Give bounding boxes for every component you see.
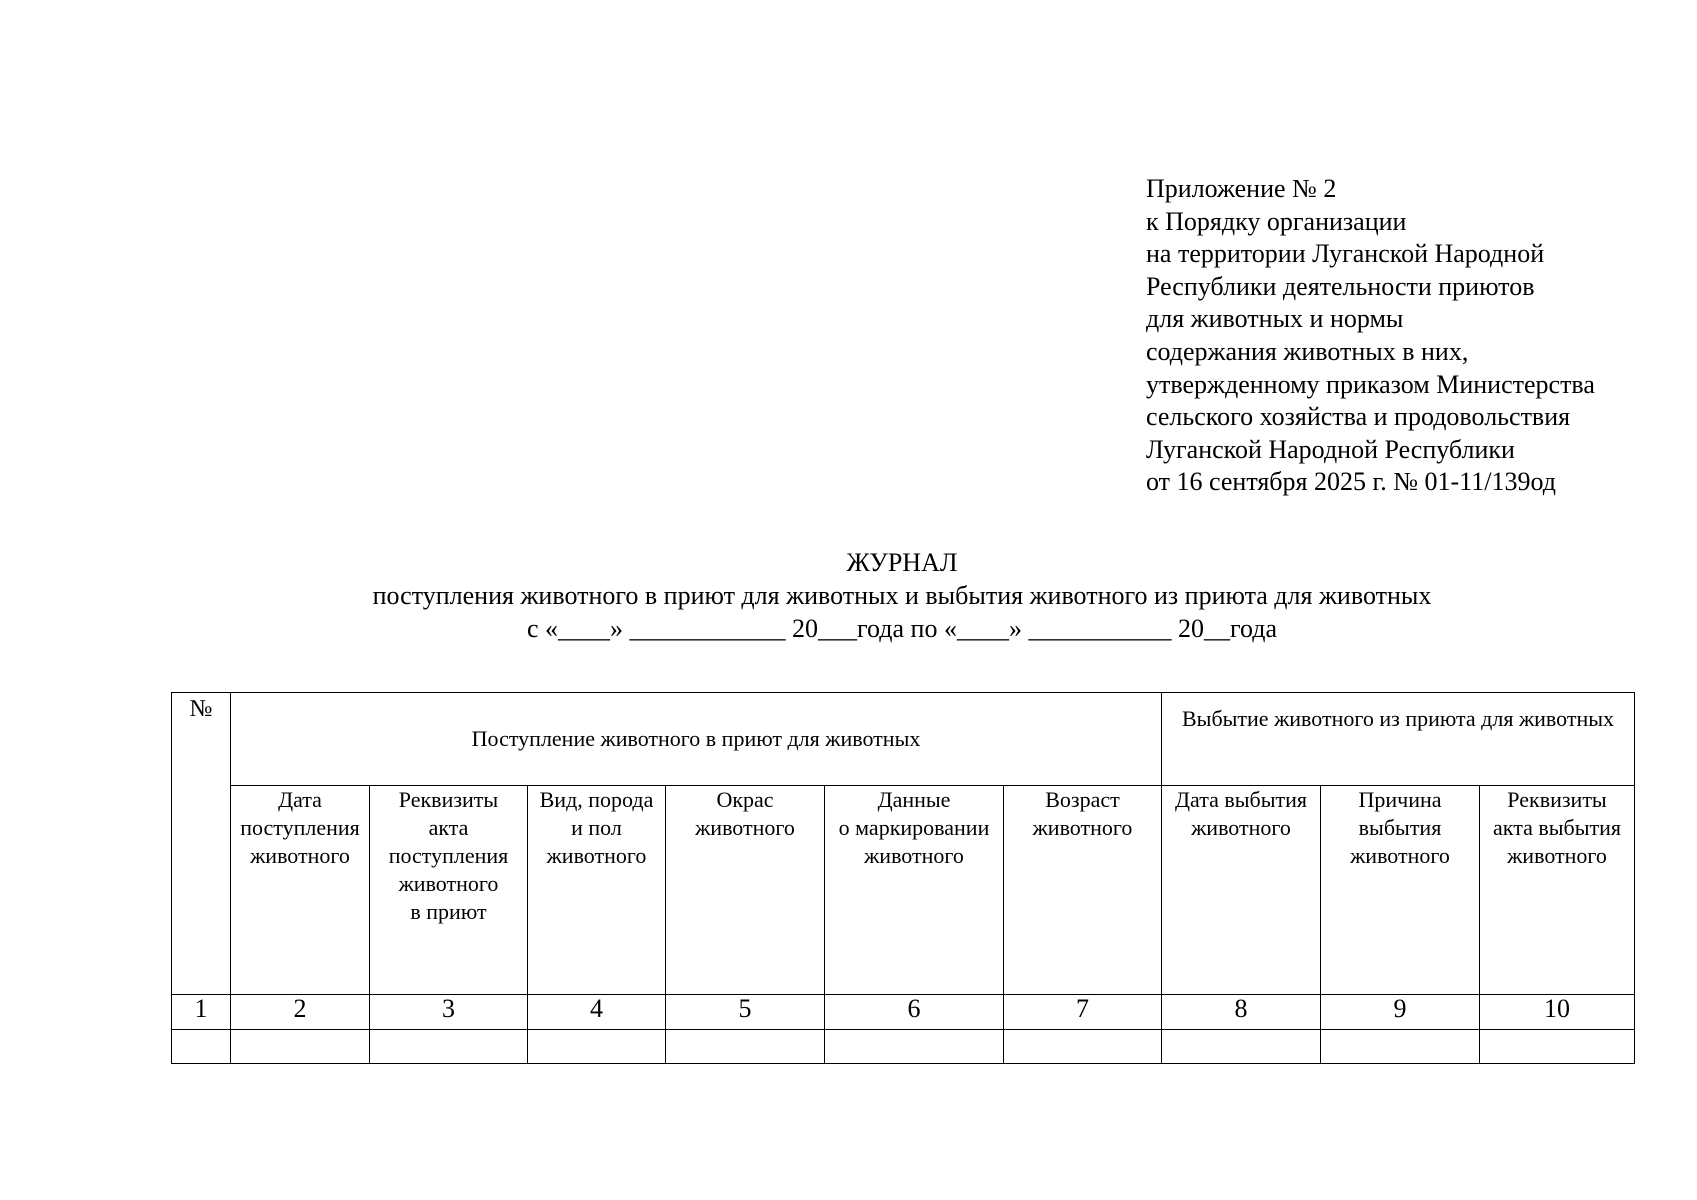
appendix-note xyxy=(1146,173,1595,499)
journal-period: с «____» ____________ 20___года по «____» ___________ 20__года xyxy=(526,614,1278,643)
empty-cell xyxy=(172,1030,231,1064)
column-number: 5 xyxy=(666,995,825,1030)
journal-title: ЖУРНАЛ xyxy=(846,548,958,577)
empty-cell xyxy=(528,1030,666,1064)
appendix-line: Луганской Народной Республики xyxy=(1146,434,1515,464)
column-header-species: Вид, порода и пол животного xyxy=(528,786,666,995)
departure-group-header: Выбытие животного из приюта для животных xyxy=(1162,693,1635,786)
appendix-line: к Порядку организации xyxy=(1146,206,1407,236)
column-number: 2 xyxy=(231,995,370,1030)
column-number-row xyxy=(172,995,1635,1030)
column-number: 7 xyxy=(1004,995,1162,1030)
column-header-age: Возраст животного xyxy=(1004,786,1162,995)
empty-cell xyxy=(1321,1030,1480,1064)
appendix-line: для животных и нормы xyxy=(1146,304,1404,334)
number-column-header: № xyxy=(172,693,231,995)
appendix-line: на территории Луганской Народной xyxy=(1146,239,1545,269)
appendix-line: утвержденному приказом Министерства xyxy=(1146,369,1595,399)
intake-group-header: Поступление животного в приют для животных xyxy=(231,693,1162,786)
column-header-departure-reason: Причина выбытия животного xyxy=(1321,786,1480,995)
empty-cell xyxy=(231,1030,370,1064)
column-number: 8 xyxy=(1162,995,1321,1030)
column-header-intake-act: Реквизиты акта поступления животного в приют xyxy=(370,786,528,995)
table-header-row xyxy=(172,693,1635,786)
column-header-departure-act: Реквизиты акта выбытия животного xyxy=(1480,786,1635,995)
table-subheader-row xyxy=(172,786,1635,995)
empty-cell xyxy=(1162,1030,1321,1064)
empty-cell xyxy=(825,1030,1004,1064)
column-number: 9 xyxy=(1321,995,1480,1030)
column-header-color: Окрас животного xyxy=(666,786,825,995)
empty-cell xyxy=(1480,1030,1635,1064)
empty-cell xyxy=(1004,1030,1162,1064)
appendix-line: сельского хозяйства и продовольствия xyxy=(1146,402,1571,432)
journal-table xyxy=(171,692,1635,1064)
appendix-line: Приложение № 2 xyxy=(1146,174,1337,203)
appendix-line: от 16 сентября 2025 г. № 01-11/139од xyxy=(1146,467,1556,497)
column-header-departure-date: Дата выбытия животного xyxy=(1162,786,1321,995)
appendix-line: Республики деятельности приютов xyxy=(1146,271,1535,301)
empty-entry-row xyxy=(172,1030,1635,1064)
journal-subtitle: поступления животного в приют для животных и выбытия животного из приюта для животных xyxy=(372,581,1432,610)
column-number: 3 xyxy=(370,995,528,1030)
column-number: 1 xyxy=(172,995,231,1030)
appendix-line: содержания животных в них, xyxy=(1146,336,1469,366)
column-header-intake-date: Дата поступления животного xyxy=(231,786,370,995)
empty-cell xyxy=(666,1030,825,1064)
column-header-marking: Данные о маркировании животного xyxy=(825,786,1004,995)
column-number: 10 xyxy=(1480,995,1635,1030)
empty-cell xyxy=(370,1030,528,1064)
column-number: 4 xyxy=(528,995,666,1030)
journal-heading xyxy=(170,546,1634,645)
column-number: 6 xyxy=(825,995,1004,1030)
